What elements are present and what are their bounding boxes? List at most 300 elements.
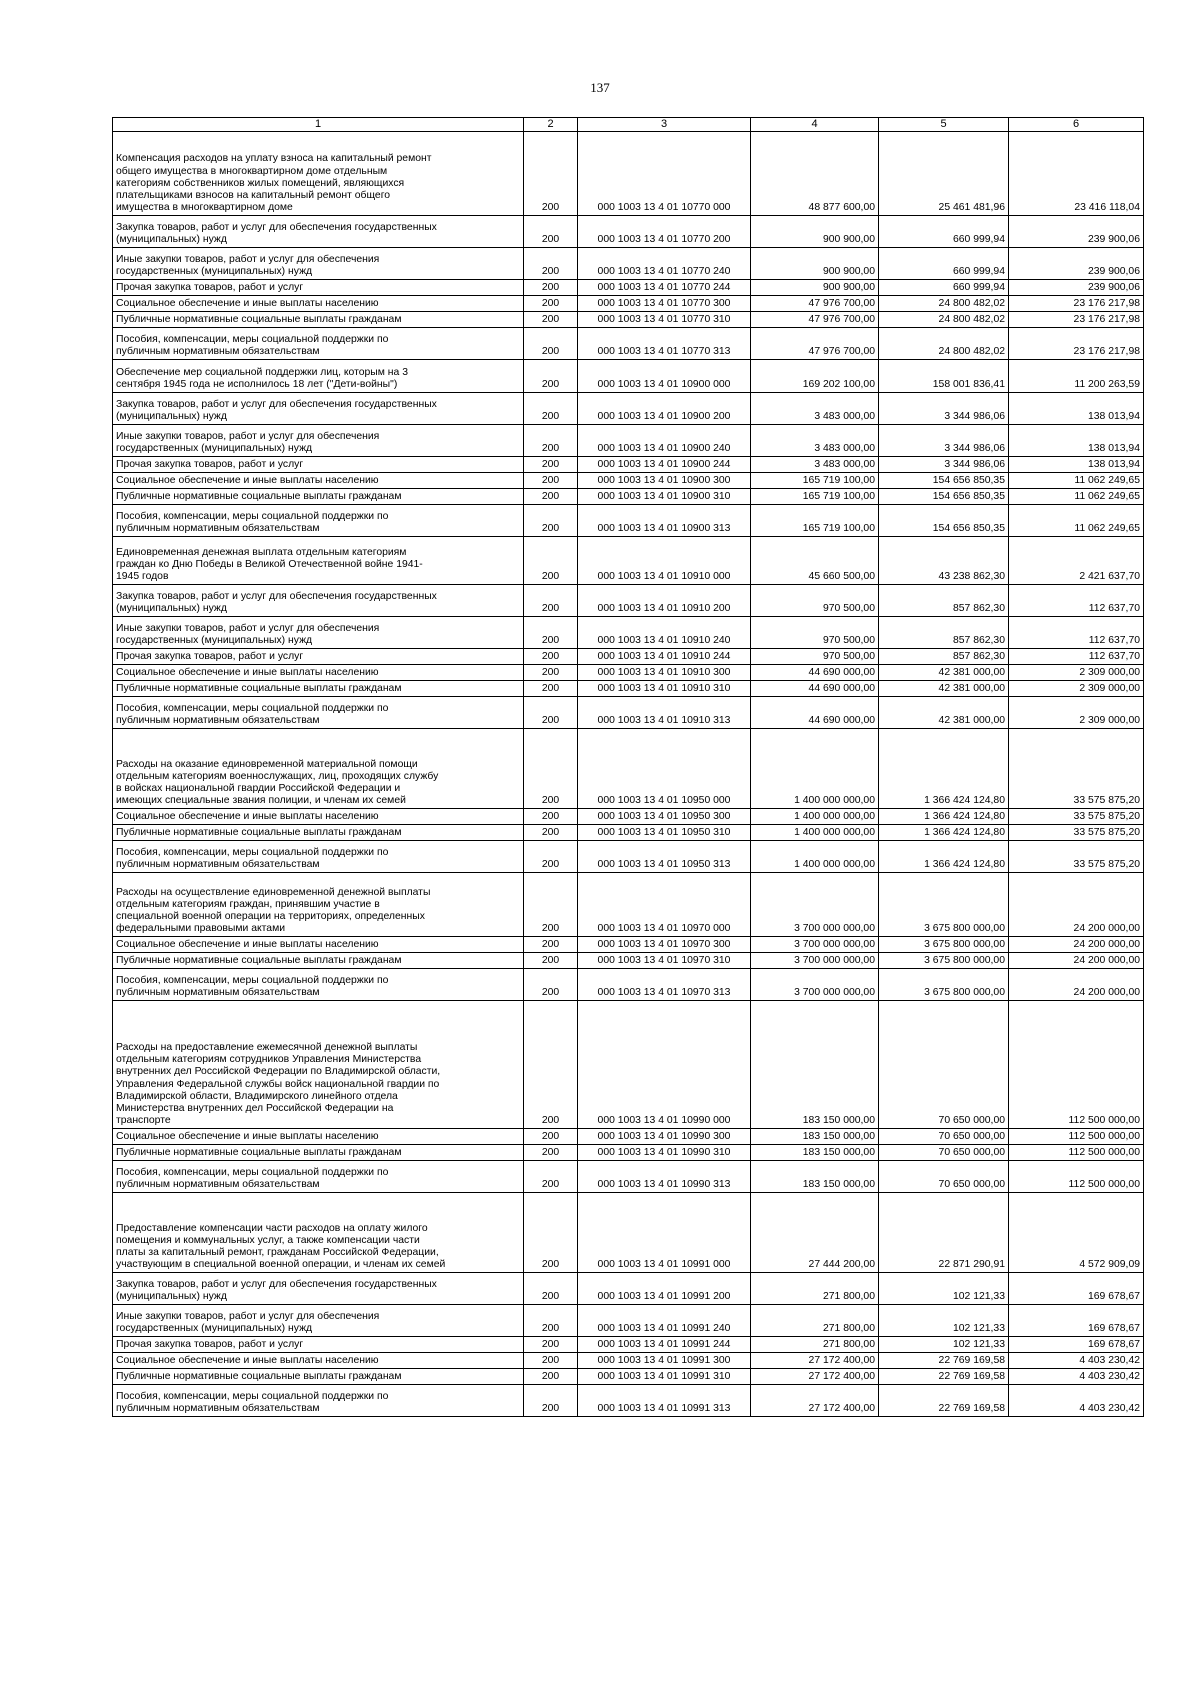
row-name [113,1304,524,1336]
row-classification-code: 000 1003 13 4 01 10770 300 [578,295,751,311]
row-name-text: Иные закупки товаров, работ и услуг для обеспечения государственных (муниципальных) нужд [116,430,380,454]
row-value-col4: 970 500,00 [751,584,879,616]
row-grbs-code: 200 [524,1304,578,1336]
row-name-text: Публичные нормативные социальные выплаты гражданам [116,490,402,502]
table-row [113,952,1144,968]
row-name [113,872,524,936]
row-value-col6: 169 678,67 [1009,1272,1144,1304]
row-value-col6: 239 900,06 [1009,215,1144,247]
row-grbs-code: 200 [524,392,578,424]
row-name [113,1192,524,1272]
row-value-col4: 900 900,00 [751,279,879,295]
table-row [113,327,1144,359]
row-value-col4: 900 900,00 [751,215,879,247]
table-row [113,1368,1144,1384]
row-value-col5: 42 381 000,00 [879,680,1009,696]
row-grbs-code: 200 [524,616,578,648]
row-name [113,247,524,279]
table-row [113,728,1144,808]
row-name-text: Публичные нормативные социальные выплаты гражданам [116,1146,402,1158]
row-value-col6: 33 575 875,20 [1009,840,1144,872]
row-value-col5: 660 999,94 [879,215,1009,247]
row-name-text: Пособия, компенсации, меры социальной поддержки по публичным нормативным обязательствам [116,974,389,998]
row-classification-code: 000 1003 13 4 01 10910 310 [578,680,751,696]
row-name-text: Социальное обеспечение и иные выплаты населению [116,1130,379,1142]
column-header-3: 3 [578,118,751,132]
row-classification-code: 000 1003 13 4 01 10770 310 [578,311,751,327]
row-value-col4: 44 690 000,00 [751,696,879,728]
row-value-col4: 1 400 000 000,00 [751,728,879,808]
row-value-col4: 44 690 000,00 [751,664,879,680]
column-header-6: 6 [1009,118,1144,132]
row-value-col4: 47 976 700,00 [751,311,879,327]
row-value-col5: 857 862,30 [879,648,1009,664]
row-value-col6: 2 421 637,70 [1009,536,1144,584]
row-name-text: Публичные нормативные социальные выплаты гражданам [116,826,402,838]
row-name-text: Иные закупки товаров, работ и услуг для обеспечения государственных (муниципальных) нужд [116,253,380,277]
row-name-text: Обеспечение мер социальной поддержки лиц, которым на 3 сентября 1945 года не исполнилось 18 лет ("Дети-войны") [116,366,408,390]
row-classification-code: 000 1003 13 4 01 10910 240 [578,616,751,648]
table-row [113,1272,1144,1304]
table-row [113,1144,1144,1160]
row-value-col5: 24 800 482,02 [879,295,1009,311]
row-name [113,131,524,215]
row-value-col4: 183 150 000,00 [751,1128,879,1144]
row-name-text: Прочая закупка товаров, работ и услуг [116,281,304,293]
column-header-4: 4 [751,118,879,132]
column-header-1: 1 [113,118,524,132]
row-classification-code: 000 1003 13 4 01 10900 310 [578,488,751,504]
row-classification-code: 000 1003 13 4 01 10900 240 [578,424,751,456]
row-name [113,1368,524,1384]
row-classification-code: 000 1003 13 4 01 10950 313 [578,840,751,872]
row-name [113,488,524,504]
table-header-row [113,118,1144,132]
row-grbs-code: 200 [524,680,578,696]
row-grbs-code: 200 [524,131,578,215]
table-row [113,648,1144,664]
row-grbs-code: 200 [524,872,578,936]
row-value-col4: 1 400 000 000,00 [751,840,879,872]
row-value-col5: 70 650 000,00 [879,1144,1009,1160]
row-classification-code: 000 1003 13 4 01 10991 300 [578,1352,751,1368]
row-grbs-code: 200 [524,504,578,536]
row-grbs-code: 200 [524,424,578,456]
row-value-col6: 112 500 000,00 [1009,1160,1144,1192]
row-name [113,696,524,728]
row-classification-code: 000 1003 13 4 01 10990 313 [578,1160,751,1192]
row-value-col5: 857 862,30 [879,584,1009,616]
row-classification-code: 000 1003 13 4 01 10910 000 [578,536,751,584]
row-grbs-code: 200 [524,1272,578,1304]
row-value-col5: 3 675 800 000,00 [879,952,1009,968]
row-grbs-code: 200 [524,728,578,808]
row-name [113,1128,524,1144]
row-name [113,215,524,247]
row-value-col6: 112 637,70 [1009,648,1144,664]
row-value-col6: 138 013,94 [1009,424,1144,456]
row-classification-code: 000 1003 13 4 01 10991 240 [578,1304,751,1336]
table-row [113,359,1144,392]
row-value-col5: 3 675 800 000,00 [879,872,1009,936]
row-value-col6: 24 200 000,00 [1009,968,1144,1000]
table-row [113,456,1144,472]
table-row [113,424,1144,456]
row-value-col4: 27 172 400,00 [751,1368,879,1384]
budget-table [112,117,1144,1417]
row-grbs-code: 200 [524,359,578,392]
row-grbs-code: 200 [524,279,578,295]
row-name-text: Пособия, компенсации, меры социальной поддержки по публичным нормативным обязательствам [116,702,389,726]
row-grbs-code: 200 [524,968,578,1000]
table-row [113,1304,1144,1336]
row-grbs-code: 200 [524,247,578,279]
row-value-col5: 22 769 169,58 [879,1368,1009,1384]
row-name-text: Закупка товаров, работ и услуг для обеспечения государственных (муниципальных) нужд [116,398,437,422]
table-row [113,1192,1144,1272]
row-value-col6: 11 062 249,65 [1009,504,1144,536]
row-value-col4: 183 150 000,00 [751,1144,879,1160]
row-name [113,824,524,840]
table-row [113,1000,1144,1128]
row-value-col5: 42 381 000,00 [879,664,1009,680]
row-classification-code: 000 1003 13 4 01 10970 300 [578,936,751,952]
row-name-text: Предоставление компенсации части расходов на оплату жилого помещения и коммунальных услуг, а также компенсации части платы за капитальный ремонт, гражданам Российской Федерации, участвующим в специальной военной операции, и членам их семей [116,1222,446,1270]
row-value-col6: 4 403 230,42 [1009,1368,1144,1384]
row-classification-code: 000 1003 13 4 01 10970 313 [578,968,751,1000]
row-name-text: Пособия, компенсации, меры социальной поддержки по публичным нормативным обязательствам [116,846,389,870]
row-name-text: Расходы на оказание единовременной материальной помощи отдельным категориям военнослужащих, лиц, проходящих службу в войсках национальной гвардии Российской Федерации и имеющих специальные звания полиции, и членам их семей [116,758,439,806]
row-value-col6: 112 500 000,00 [1009,1128,1144,1144]
row-value-col4: 1 400 000 000,00 [751,808,879,824]
row-value-col4: 169 202 100,00 [751,359,879,392]
row-value-col4: 44 690 000,00 [751,680,879,696]
table-row [113,247,1144,279]
row-value-col4: 271 800,00 [751,1304,879,1336]
row-value-col5: 3 344 986,06 [879,392,1009,424]
row-classification-code: 000 1003 13 4 01 10990 300 [578,1128,751,1144]
row-value-col4: 27 444 200,00 [751,1192,879,1272]
row-grbs-code: 200 [524,536,578,584]
table-row [113,1352,1144,1368]
table-row [113,1384,1144,1416]
row-name [113,968,524,1000]
table-row [113,1160,1144,1192]
row-name-text: Прочая закупка товаров, работ и услуг [116,1338,304,1350]
table-row [113,392,1144,424]
row-value-col4: 271 800,00 [751,1336,879,1352]
table-row [113,616,1144,648]
row-classification-code: 000 1003 13 4 01 10910 200 [578,584,751,616]
row-value-col6: 239 900,06 [1009,279,1144,295]
row-classification-code: 000 1003 13 4 01 10900 000 [578,359,751,392]
row-name [113,295,524,311]
row-value-col5: 1 366 424 124,80 [879,824,1009,840]
row-name [113,1272,524,1304]
table-row [113,824,1144,840]
row-grbs-code: 200 [524,936,578,952]
row-name [113,584,524,616]
row-value-col5: 43 238 862,30 [879,536,1009,584]
row-value-col5: 3 675 800 000,00 [879,968,1009,1000]
row-grbs-code: 200 [524,215,578,247]
row-name [113,424,524,456]
row-value-col5: 102 121,33 [879,1304,1009,1336]
row-value-col6: 33 575 875,20 [1009,808,1144,824]
row-value-col6: 24 200 000,00 [1009,872,1144,936]
row-classification-code: 000 1003 13 4 01 10900 200 [578,392,751,424]
table-body [113,118,1144,1417]
row-value-col4: 3 700 000 000,00 [751,872,879,936]
row-name [113,392,524,424]
row-classification-code: 000 1003 13 4 01 10770 200 [578,215,751,247]
row-value-col6: 2 309 000,00 [1009,680,1144,696]
row-classification-code: 000 1003 13 4 01 10991 200 [578,1272,751,1304]
row-value-col5: 3 675 800 000,00 [879,936,1009,952]
row-value-col6: 23 176 217,98 [1009,295,1144,311]
row-value-col6: 24 200 000,00 [1009,936,1144,952]
row-value-col4: 183 150 000,00 [751,1160,879,1192]
row-value-col4: 47 976 700,00 [751,327,879,359]
row-grbs-code: 200 [524,472,578,488]
row-value-col6: 23 416 118,04 [1009,131,1144,215]
row-name-text: Социальное обеспечение и иные выплаты населению [116,666,379,678]
row-value-col6: 2 309 000,00 [1009,664,1144,680]
row-name [113,664,524,680]
table-row [113,504,1144,536]
row-value-col6: 33 575 875,20 [1009,728,1144,808]
table-row [113,1336,1144,1352]
row-value-col6: 138 013,94 [1009,456,1144,472]
row-grbs-code: 200 [524,584,578,616]
row-grbs-code: 200 [524,696,578,728]
row-grbs-code: 200 [524,1192,578,1272]
row-name-text: Пособия, компенсации, меры социальной поддержки по публичным нормативным обязательствам [116,510,389,534]
row-value-col6: 4 403 230,42 [1009,1384,1144,1416]
row-name [113,1160,524,1192]
row-value-col6: 169 678,67 [1009,1336,1144,1352]
row-classification-code: 000 1003 13 4 01 10950 300 [578,808,751,824]
row-value-col5: 24 800 482,02 [879,311,1009,327]
row-value-col6: 23 176 217,98 [1009,327,1144,359]
row-value-col6: 112 637,70 [1009,616,1144,648]
row-value-col4: 3 700 000 000,00 [751,968,879,1000]
row-name-text: Публичные нормативные социальные выплаты гражданам [116,313,402,325]
row-name [113,456,524,472]
row-name [113,1352,524,1368]
row-grbs-code: 200 [524,1352,578,1368]
row-name [113,359,524,392]
row-grbs-code: 200 [524,1384,578,1416]
row-value-col4: 900 900,00 [751,247,879,279]
row-grbs-code: 200 [524,952,578,968]
row-value-col5: 70 650 000,00 [879,1160,1009,1192]
table-row [113,1128,1144,1144]
row-name-text: Иные закупки товаров, работ и услуг для обеспечения государственных (муниципальных) нужд [116,622,380,646]
row-value-col4: 165 719 100,00 [751,488,879,504]
row-name [113,279,524,295]
row-value-col5: 102 121,33 [879,1272,1009,1304]
row-name-text: Социальное обеспечение и иные выплаты населению [116,1354,379,1366]
row-value-col6: 24 200 000,00 [1009,952,1144,968]
table-row [113,808,1144,824]
table-row [113,584,1144,616]
row-value-col4: 165 719 100,00 [751,472,879,488]
row-value-col5: 660 999,94 [879,247,1009,279]
row-classification-code: 000 1003 13 4 01 10990 000 [578,1000,751,1128]
row-value-col5: 154 656 850,35 [879,504,1009,536]
row-name [113,616,524,648]
row-value-col6: 4 403 230,42 [1009,1352,1144,1368]
row-value-col4: 165 719 100,00 [751,504,879,536]
row-name [113,1144,524,1160]
table-row [113,536,1144,584]
row-grbs-code: 200 [524,840,578,872]
row-grbs-code: 200 [524,648,578,664]
row-value-col4: 3 483 000,00 [751,424,879,456]
row-value-col6: 138 013,94 [1009,392,1144,424]
row-value-col4: 3 483 000,00 [751,392,879,424]
row-value-col5: 154 656 850,35 [879,472,1009,488]
row-classification-code: 000 1003 13 4 01 10970 000 [578,872,751,936]
table-row [113,680,1144,696]
row-value-col4: 970 500,00 [751,616,879,648]
row-name [113,504,524,536]
row-value-col5: 22 769 169,58 [879,1384,1009,1416]
table-row [113,295,1144,311]
row-value-col6: 239 900,06 [1009,247,1144,279]
row-name-text: Расходы на предоставление ежемесячной денежной выплаты отдельным категориям сотрудников Управления Министерства внутренних дел Российской Федерации по Владимирской области, Управления Федеральной службы войск национальной гвардии по Владимирской области, Владимирского линейного отдела Министерства внутренних дел Российской Федерации на транспорте [116,1042,441,1126]
row-grbs-code: 200 [524,456,578,472]
row-classification-code: 000 1003 13 4 01 10950 310 [578,824,751,840]
row-classification-code: 000 1003 13 4 01 10900 300 [578,472,751,488]
row-name-text: Социальное обеспечение и иные выплаты населению [116,297,379,309]
row-grbs-code: 200 [524,1128,578,1144]
row-classification-code: 000 1003 13 4 01 10970 310 [578,952,751,968]
row-classification-code: 000 1003 13 4 01 10770 313 [578,327,751,359]
row-value-col5: 1 366 424 124,80 [879,808,1009,824]
row-name [113,327,524,359]
row-value-col6: 2 309 000,00 [1009,696,1144,728]
row-grbs-code: 200 [524,1144,578,1160]
row-value-col5: 70 650 000,00 [879,1000,1009,1128]
table-row [113,311,1144,327]
row-value-col4: 3 700 000 000,00 [751,936,879,952]
row-name-text: Иные закупки товаров, работ и услуг для обеспечения государственных (муниципальных) нужд [116,1310,380,1334]
row-value-col4: 970 500,00 [751,648,879,664]
table-row [113,472,1144,488]
row-value-col6: 112 500 000,00 [1009,1000,1144,1128]
row-value-col5: 70 650 000,00 [879,1128,1009,1144]
row-grbs-code: 200 [524,1336,578,1352]
row-value-col4: 3 700 000 000,00 [751,952,879,968]
row-value-col4: 1 400 000 000,00 [751,824,879,840]
table-row [113,488,1144,504]
row-value-col6: 33 575 875,20 [1009,824,1144,840]
table-row [113,131,1144,215]
row-classification-code: 000 1003 13 4 01 10991 313 [578,1384,751,1416]
row-value-col5: 154 656 850,35 [879,488,1009,504]
row-name [113,311,524,327]
row-value-col4: 27 172 400,00 [751,1384,879,1416]
table-row [113,664,1144,680]
row-value-col5: 42 381 000,00 [879,696,1009,728]
column-header-2: 2 [524,118,578,132]
row-name-text: Прочая закупка товаров, работ и услуг [116,650,304,662]
row-value-col6: 11 200 263,59 [1009,359,1144,392]
row-name [113,1384,524,1416]
row-value-col4: 183 150 000,00 [751,1000,879,1128]
row-name-text: Публичные нормативные социальные выплаты гражданам [116,954,402,966]
row-grbs-code: 200 [524,808,578,824]
row-classification-code: 000 1003 13 4 01 10910 244 [578,648,751,664]
row-value-col5: 25 461 481,96 [879,131,1009,215]
row-name-text: Расходы на осуществление единовременной денежной выплаты отдельным категориям граждан, принявшим участие в специальной военной операции на территориях, определенных федеральными правовыми актами [116,886,431,934]
page-number: 137 [590,80,610,95]
row-value-col5: 1 366 424 124,80 [879,840,1009,872]
row-value-col5: 102 121,33 [879,1336,1009,1352]
row-value-col4: 271 800,00 [751,1272,879,1304]
row-value-col5: 1 366 424 124,80 [879,728,1009,808]
row-grbs-code: 200 [524,664,578,680]
row-name-text: Социальное обеспечение и иные выплаты населению [116,810,379,822]
row-name [113,1000,524,1128]
table-row [113,872,1144,936]
row-classification-code: 000 1003 13 4 01 10990 310 [578,1144,751,1160]
row-value-col5: 22 871 290,91 [879,1192,1009,1272]
row-value-col4: 47 976 700,00 [751,295,879,311]
row-name-text: Пособия, компенсации, меры социальной поддержки по публичным нормативным обязательствам [116,333,389,357]
row-grbs-code: 200 [524,295,578,311]
row-value-col4: 27 172 400,00 [751,1352,879,1368]
row-name-text: Пособия, компенсации, меры социальной поддержки по публичным нормативным обязательствам [116,1390,389,1414]
row-name [113,1336,524,1352]
row-classification-code: 000 1003 13 4 01 10910 300 [578,664,751,680]
row-value-col5: 3 344 986,06 [879,424,1009,456]
row-classification-code: 000 1003 13 4 01 10770 000 [578,131,751,215]
row-grbs-code: 200 [524,488,578,504]
row-name [113,472,524,488]
row-name [113,728,524,808]
row-classification-code: 000 1003 13 4 01 10770 240 [578,247,751,279]
table-row [113,968,1144,1000]
table-row [113,215,1144,247]
row-value-col6: 23 176 217,98 [1009,311,1144,327]
row-name-text: Социальное обеспечение и иные выплаты населению [116,474,379,486]
row-name [113,936,524,952]
row-value-col4: 48 877 600,00 [751,131,879,215]
row-name-text: Закупка товаров, работ и услуг для обеспечения государственных (муниципальных) нужд [116,590,437,614]
row-name-text: Публичные нормативные социальные выплаты гражданам [116,1370,402,1382]
row-name [113,952,524,968]
row-value-col6: 4 572 909,09 [1009,1192,1144,1272]
row-name-text: Пособия, компенсации, меры социальной поддержки по публичным нормативным обязательствам [116,1166,389,1190]
row-grbs-code: 200 [524,1368,578,1384]
row-name-text: Единовременная денежная выплата отдельным категориям граждан ко Дню Победы в Великой Отечественной войне 1941- 1945 годов [116,546,423,582]
row-classification-code: 000 1003 13 4 01 10900 313 [578,504,751,536]
table-row [113,936,1144,952]
row-name-text: Закупка товаров, работ и услуг для обеспечения государственных (муниципальных) нужд [116,221,437,245]
row-grbs-code: 200 [524,1000,578,1128]
row-grbs-code: 200 [524,311,578,327]
row-value-col6: 169 678,67 [1009,1304,1144,1336]
row-name [113,680,524,696]
row-classification-code: 000 1003 13 4 01 10910 313 [578,696,751,728]
row-name [113,840,524,872]
row-value-col6: 11 062 249,65 [1009,488,1144,504]
row-classification-code: 000 1003 13 4 01 10900 244 [578,456,751,472]
row-value-col5: 660 999,94 [879,279,1009,295]
